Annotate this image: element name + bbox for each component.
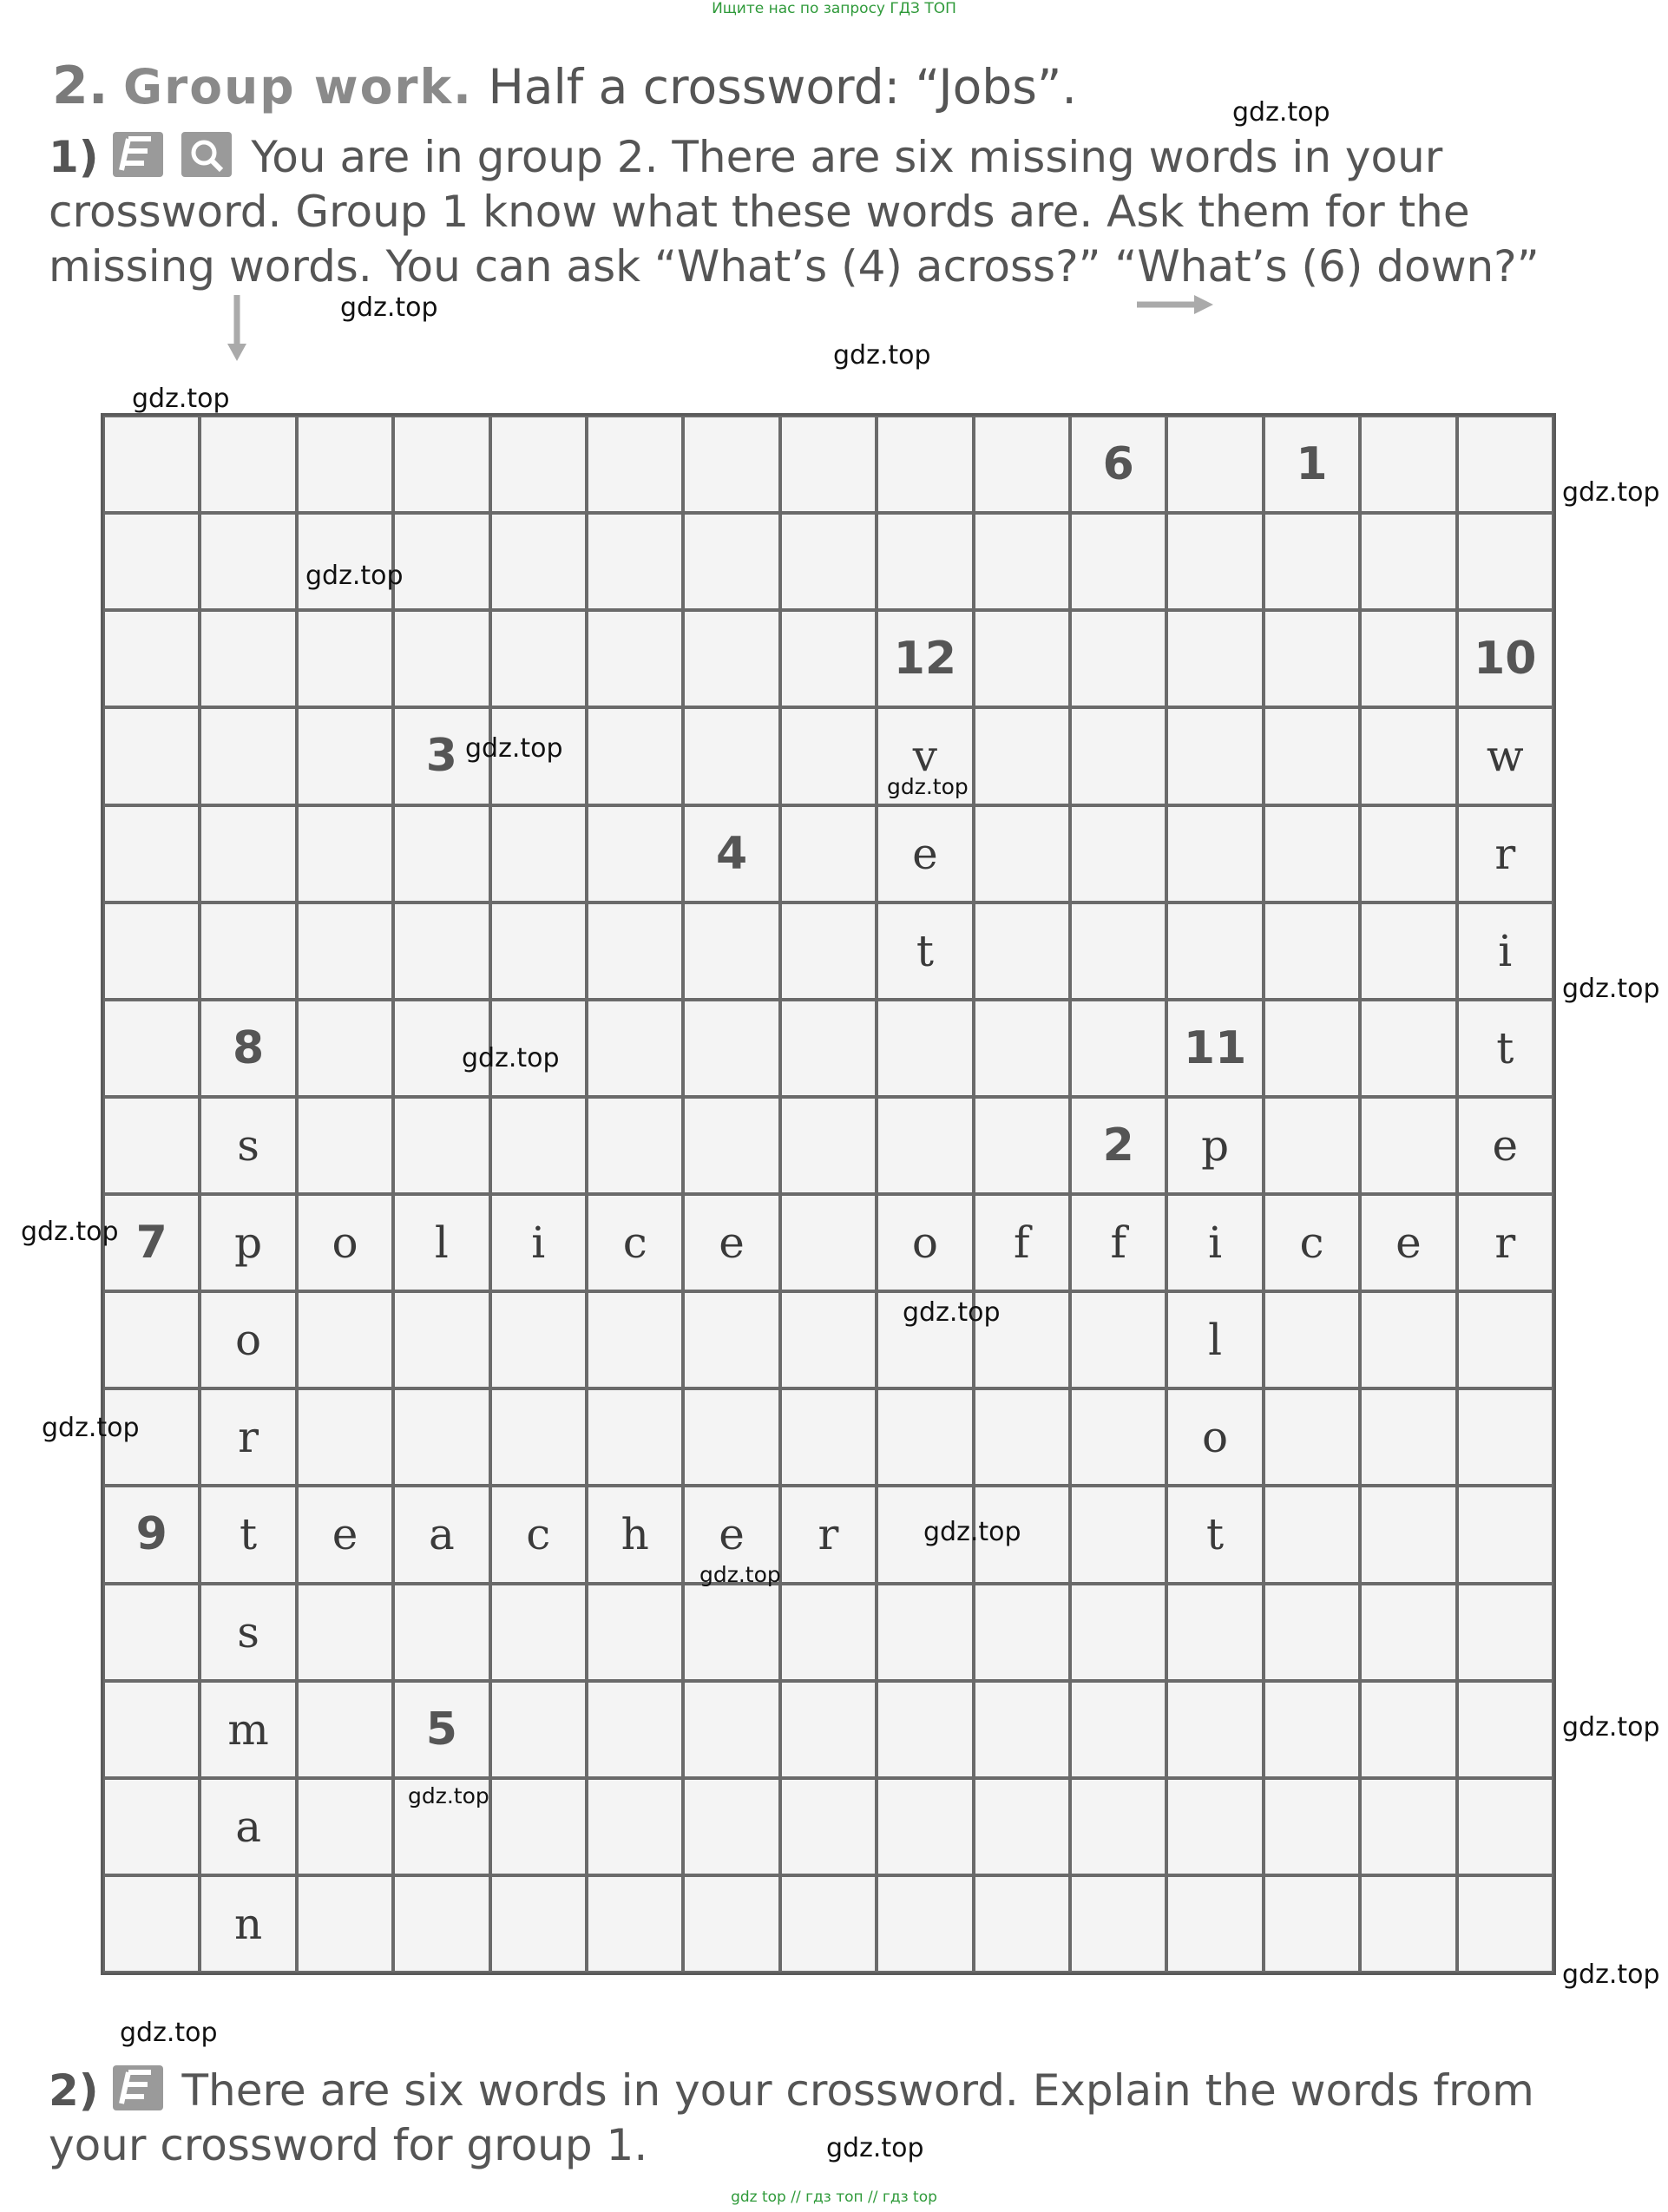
empty-cell bbox=[1457, 1291, 1553, 1388]
empty-cell bbox=[1166, 1778, 1263, 1875]
empty-cell bbox=[1360, 1097, 1456, 1194]
empty-cell bbox=[1457, 1486, 1553, 1583]
letter-cell: m bbox=[200, 1681, 296, 1778]
task-1-text: You are in group 2. There are six missing words in your crossword. Group 1 know what these words are. Ask them for the missing words. You can ask “What’s (4) across?” “What’s (6) down?” bbox=[49, 132, 1540, 292]
empty-cell bbox=[1166, 1681, 1263, 1778]
letter-cell: w bbox=[1457, 707, 1553, 804]
empty-cell bbox=[974, 1000, 1070, 1097]
clue-number-cell: 11 bbox=[1166, 1000, 1263, 1097]
empty-cell bbox=[393, 805, 489, 903]
empty-cell bbox=[780, 903, 877, 1000]
empty-cell bbox=[780, 416, 877, 513]
watermark: gdz.top bbox=[305, 561, 404, 591]
empty-cell bbox=[1360, 1778, 1456, 1875]
clue-number-cell: 4 bbox=[683, 805, 779, 903]
letter-cell: t bbox=[1166, 1486, 1263, 1583]
empty-cell bbox=[103, 1291, 200, 1388]
clue-number-cell: 5 bbox=[393, 1681, 489, 1778]
empty-cell bbox=[393, 610, 489, 707]
letter-cell: h bbox=[587, 1486, 683, 1583]
empty-cell bbox=[1360, 1486, 1456, 1583]
empty-cell bbox=[1360, 1000, 1456, 1097]
empty-cell bbox=[200, 903, 296, 1000]
letter-cell: o bbox=[1166, 1388, 1263, 1486]
clue-number-cell: 9 bbox=[103, 1486, 200, 1583]
empty-cell bbox=[103, 1875, 200, 1972]
empty-cell bbox=[393, 416, 489, 513]
empty-cell bbox=[1360, 1291, 1456, 1388]
empty-cell bbox=[103, 1000, 200, 1097]
empty-cell bbox=[877, 416, 973, 513]
empty-cell bbox=[1166, 610, 1263, 707]
empty-cell bbox=[974, 805, 1070, 903]
empty-cell bbox=[780, 513, 877, 610]
empty-cell bbox=[297, 1584, 393, 1681]
empty-cell bbox=[587, 805, 683, 903]
empty-cell bbox=[974, 513, 1070, 610]
empty-cell bbox=[587, 513, 683, 610]
crossword-grid bbox=[101, 413, 1556, 1975]
letter-cell: e bbox=[683, 1486, 779, 1583]
empty-cell bbox=[974, 610, 1070, 707]
empty-cell bbox=[103, 903, 200, 1000]
empty-cell bbox=[1070, 610, 1166, 707]
letter-cell: p bbox=[200, 1194, 296, 1291]
empty-cell bbox=[974, 1681, 1070, 1778]
empty-cell bbox=[683, 1388, 779, 1486]
empty-cell bbox=[683, 903, 779, 1000]
empty-cell bbox=[1457, 513, 1553, 610]
task-1 bbox=[49, 130, 1602, 294]
letter-cell: e bbox=[683, 1194, 779, 1291]
watermark: gdz.top bbox=[1232, 97, 1330, 128]
empty-cell bbox=[103, 1584, 200, 1681]
clue-number-cell: 12 bbox=[877, 610, 973, 707]
empty-cell bbox=[1264, 1000, 1360, 1097]
watermark: gdz.top bbox=[465, 733, 563, 764]
task-2-text: There are six words in your crossword. Explain the words from your crossword for group 1. bbox=[49, 2065, 1534, 2170]
watermark: gdz.top bbox=[833, 340, 931, 371]
empty-cell bbox=[297, 1388, 393, 1486]
empty-cell bbox=[1360, 1388, 1456, 1486]
empty-cell bbox=[877, 1388, 973, 1486]
empty-cell bbox=[1264, 1388, 1360, 1486]
empty-cell bbox=[587, 1388, 683, 1486]
empty-cell bbox=[1360, 903, 1456, 1000]
empty-cell bbox=[1264, 707, 1360, 804]
letter-cell: l bbox=[1166, 1291, 1263, 1388]
clue-number-cell: 3 bbox=[393, 707, 489, 804]
empty-cell bbox=[1264, 1681, 1360, 1778]
empty-cell bbox=[297, 805, 393, 903]
empty-cell bbox=[490, 1778, 587, 1875]
speak-icon bbox=[113, 2065, 163, 2110]
empty-cell bbox=[1457, 1388, 1553, 1486]
empty-cell bbox=[1166, 416, 1263, 513]
empty-cell bbox=[780, 707, 877, 804]
empty-cell bbox=[1360, 707, 1456, 804]
empty-cell bbox=[1166, 805, 1263, 903]
letter-cell: p bbox=[1166, 1097, 1263, 1194]
letter-cell: t bbox=[877, 903, 973, 1000]
empty-cell bbox=[297, 1875, 393, 1972]
empty-cell bbox=[1457, 1875, 1553, 1972]
empty-cell bbox=[683, 610, 779, 707]
empty-cell bbox=[587, 1681, 683, 1778]
empty-cell bbox=[1166, 1875, 1263, 1972]
letter-cell: a bbox=[200, 1778, 296, 1875]
empty-cell bbox=[393, 1097, 489, 1194]
empty-cell bbox=[974, 903, 1070, 1000]
empty-cell bbox=[780, 1875, 877, 1972]
empty-cell bbox=[1360, 610, 1456, 707]
empty-cell bbox=[393, 1875, 489, 1972]
empty-cell bbox=[1070, 1000, 1166, 1097]
empty-cell bbox=[490, 610, 587, 707]
empty-cell bbox=[974, 1388, 1070, 1486]
empty-cell bbox=[877, 1584, 973, 1681]
empty-cell bbox=[103, 416, 200, 513]
empty-cell bbox=[393, 513, 489, 610]
empty-cell bbox=[1166, 903, 1263, 1000]
empty-cell bbox=[587, 707, 683, 804]
empty-cell bbox=[877, 1000, 973, 1097]
empty-cell bbox=[103, 513, 200, 610]
empty-cell bbox=[780, 610, 877, 707]
empty-cell bbox=[393, 903, 489, 1000]
empty-cell bbox=[490, 903, 587, 1000]
watermark: gdz.top bbox=[408, 1783, 489, 1808]
letter-cell: s bbox=[200, 1584, 296, 1681]
group-work-label: Group work. bbox=[123, 59, 473, 115]
watermark: gdz.top bbox=[120, 2018, 218, 2048]
empty-cell bbox=[974, 1584, 1070, 1681]
empty-cell bbox=[1264, 513, 1360, 610]
clue-number-cell: 8 bbox=[200, 1000, 296, 1097]
letter-cell: c bbox=[490, 1486, 587, 1583]
letter-cell: f bbox=[974, 1194, 1070, 1291]
empty-cell bbox=[974, 1778, 1070, 1875]
exercise-title: Half a crossword: “Jobs”. bbox=[488, 59, 1077, 115]
empty-cell bbox=[780, 1388, 877, 1486]
empty-cell bbox=[200, 805, 296, 903]
empty-cell bbox=[683, 1291, 779, 1388]
empty-cell bbox=[780, 1681, 877, 1778]
empty-cell bbox=[780, 1194, 877, 1291]
empty-cell bbox=[974, 1875, 1070, 1972]
empty-cell bbox=[587, 1000, 683, 1097]
empty-cell bbox=[877, 1778, 973, 1875]
empty-cell bbox=[297, 1778, 393, 1875]
empty-cell bbox=[1264, 805, 1360, 903]
empty-cell bbox=[683, 1875, 779, 1972]
empty-cell bbox=[1264, 610, 1360, 707]
watermark: gdz.top bbox=[1562, 1712, 1660, 1743]
task-2 bbox=[49, 2064, 1602, 2173]
empty-cell bbox=[683, 416, 779, 513]
empty-cell bbox=[393, 1388, 489, 1486]
empty-cell bbox=[393, 1584, 489, 1681]
empty-cell bbox=[103, 1778, 200, 1875]
letter-cell: o bbox=[877, 1194, 973, 1291]
exercise-heading bbox=[52, 56, 1077, 116]
watermark: gdz.top bbox=[132, 384, 230, 414]
empty-cell bbox=[297, 1000, 393, 1097]
letter-cell: i bbox=[1166, 1194, 1263, 1291]
empty-cell bbox=[1264, 1486, 1360, 1583]
empty-cell bbox=[1070, 805, 1166, 903]
empty-cell bbox=[1070, 1486, 1166, 1583]
search-icon bbox=[181, 132, 232, 177]
letter-cell: c bbox=[1264, 1194, 1360, 1291]
speak-icon bbox=[113, 132, 163, 177]
empty-cell bbox=[297, 707, 393, 804]
empty-cell bbox=[1070, 903, 1166, 1000]
empty-cell bbox=[1070, 1875, 1166, 1972]
empty-cell bbox=[490, 1584, 587, 1681]
empty-cell bbox=[1457, 1681, 1553, 1778]
empty-cell bbox=[1070, 513, 1166, 610]
empty-cell bbox=[1070, 707, 1166, 804]
letter-cell: l bbox=[393, 1194, 489, 1291]
empty-cell bbox=[587, 1097, 683, 1194]
empty-cell bbox=[1360, 1584, 1456, 1681]
watermark: gdz.top bbox=[826, 2133, 924, 2163]
clue-number-cell: 10 bbox=[1457, 610, 1553, 707]
letter-cell: e bbox=[297, 1486, 393, 1583]
arrow-down-icon bbox=[227, 295, 246, 363]
empty-cell bbox=[683, 707, 779, 804]
empty-cell bbox=[1070, 1681, 1166, 1778]
empty-cell bbox=[587, 416, 683, 513]
letter-cell: o bbox=[200, 1291, 296, 1388]
empty-cell bbox=[1166, 513, 1263, 610]
empty-cell bbox=[587, 1291, 683, 1388]
letter-cell: a bbox=[393, 1486, 489, 1583]
empty-cell bbox=[683, 1778, 779, 1875]
watermark: gdz.top bbox=[903, 1297, 1001, 1328]
letter-cell: r bbox=[1457, 805, 1553, 903]
letter-cell: c bbox=[587, 1194, 683, 1291]
empty-cell bbox=[683, 1681, 779, 1778]
empty-cell bbox=[103, 1097, 200, 1194]
empty-cell bbox=[1166, 1584, 1263, 1681]
letter-cell: e bbox=[1457, 1097, 1553, 1194]
empty-cell bbox=[1264, 1875, 1360, 1972]
empty-cell bbox=[1070, 1778, 1166, 1875]
watermark: gdz.top bbox=[699, 1562, 781, 1587]
empty-cell bbox=[1070, 1388, 1166, 1486]
empty-cell bbox=[683, 1000, 779, 1097]
empty-cell bbox=[200, 513, 296, 610]
empty-cell bbox=[587, 1875, 683, 1972]
empty-cell bbox=[490, 416, 587, 513]
letter-cell: t bbox=[1457, 1000, 1553, 1097]
letter-cell: i bbox=[1457, 903, 1553, 1000]
empty-cell bbox=[780, 1584, 877, 1681]
empty-cell bbox=[587, 903, 683, 1000]
empty-cell bbox=[297, 610, 393, 707]
empty-cell bbox=[297, 1681, 393, 1778]
empty-cell bbox=[103, 610, 200, 707]
empty-cell bbox=[1070, 1291, 1166, 1388]
empty-cell bbox=[490, 805, 587, 903]
letter-cell: r bbox=[780, 1486, 877, 1583]
empty-cell bbox=[490, 1097, 587, 1194]
empty-cell bbox=[1264, 1778, 1360, 1875]
empty-cell bbox=[200, 610, 296, 707]
empty-cell bbox=[1264, 903, 1360, 1000]
empty-cell bbox=[490, 1681, 587, 1778]
letter-cell: e bbox=[1360, 1194, 1456, 1291]
empty-cell bbox=[877, 1681, 973, 1778]
watermark: gdz.top bbox=[1562, 1959, 1660, 1990]
empty-cell bbox=[200, 416, 296, 513]
empty-cell bbox=[780, 1778, 877, 1875]
empty-cell bbox=[1360, 416, 1456, 513]
empty-cell bbox=[587, 610, 683, 707]
empty-cell bbox=[297, 416, 393, 513]
empty-cell bbox=[1360, 805, 1456, 903]
empty-cell bbox=[1264, 1584, 1360, 1681]
empty-cell bbox=[877, 1875, 973, 1972]
watermark: gdz.top bbox=[887, 774, 969, 799]
empty-cell bbox=[1166, 707, 1263, 804]
watermark: gdz.top bbox=[42, 1413, 140, 1443]
empty-cell bbox=[490, 1388, 587, 1486]
empty-cell bbox=[877, 1097, 973, 1194]
watermark: gdz.top bbox=[1562, 477, 1660, 508]
task-2-label: 2) bbox=[49, 2065, 99, 2116]
watermark: gdz.top bbox=[340, 292, 438, 323]
empty-cell bbox=[1264, 1291, 1360, 1388]
empty-cell bbox=[1457, 416, 1553, 513]
clue-number-cell: 7 bbox=[103, 1194, 200, 1291]
empty-cell bbox=[974, 707, 1070, 804]
empty-cell bbox=[393, 1291, 489, 1388]
arrow-right-icon bbox=[1137, 295, 1215, 314]
empty-cell bbox=[103, 707, 200, 804]
letter-cell: r bbox=[1457, 1194, 1553, 1291]
empty-cell bbox=[490, 1875, 587, 1972]
empty-cell bbox=[974, 416, 1070, 513]
exercise-number: 2. bbox=[52, 56, 108, 116]
watermark: gdz.top bbox=[21, 1217, 119, 1247]
empty-cell bbox=[683, 513, 779, 610]
letter-cell: n bbox=[200, 1875, 296, 1972]
clue-number-cell: 6 bbox=[1070, 416, 1166, 513]
empty-cell bbox=[297, 903, 393, 1000]
letter-cell: r bbox=[200, 1388, 296, 1486]
empty-cell bbox=[683, 1584, 779, 1681]
empty-cell bbox=[1070, 1584, 1166, 1681]
watermark: gdz.top bbox=[462, 1043, 560, 1073]
letter-cell: e bbox=[877, 805, 973, 903]
empty-cell bbox=[1457, 1778, 1553, 1875]
letter-cell: f bbox=[1070, 1194, 1166, 1291]
task-1-label: 1) bbox=[49, 132, 99, 182]
empty-cell bbox=[490, 513, 587, 610]
empty-cell bbox=[1360, 1875, 1456, 1972]
empty-cell bbox=[780, 805, 877, 903]
footer-banner: gdz top // гдз топ // гдз top bbox=[731, 2189, 937, 2206]
empty-cell bbox=[200, 707, 296, 804]
clue-number-cell: 1 bbox=[1264, 416, 1360, 513]
watermark: gdz.top bbox=[923, 1517, 1021, 1547]
letter-cell: t bbox=[200, 1486, 296, 1583]
empty-cell bbox=[1264, 1097, 1360, 1194]
letter-cell: i bbox=[490, 1194, 587, 1291]
letter-cell: o bbox=[297, 1194, 393, 1291]
empty-cell bbox=[103, 1681, 200, 1778]
empty-cell bbox=[877, 513, 973, 610]
clue-number-cell: 2 bbox=[1070, 1097, 1166, 1194]
empty-cell bbox=[780, 1000, 877, 1097]
empty-cell bbox=[1360, 513, 1456, 610]
watermark: gdz.top bbox=[1562, 974, 1660, 1004]
empty-cell bbox=[1457, 1584, 1553, 1681]
empty-cell bbox=[103, 805, 200, 903]
empty-cell bbox=[490, 1291, 587, 1388]
empty-cell bbox=[587, 1584, 683, 1681]
empty-cell bbox=[297, 1097, 393, 1194]
empty-cell bbox=[780, 1097, 877, 1194]
top-banner: Ищите нас по запросу ГДЗ ТОП bbox=[712, 0, 956, 17]
letter-cell: s bbox=[200, 1097, 296, 1194]
empty-cell bbox=[297, 1291, 393, 1388]
empty-cell bbox=[1360, 1681, 1456, 1778]
letter-cell: v bbox=[877, 707, 973, 804]
empty-cell bbox=[683, 1097, 779, 1194]
empty-cell bbox=[587, 1778, 683, 1875]
empty-cell bbox=[780, 1291, 877, 1388]
empty-cell bbox=[974, 1097, 1070, 1194]
